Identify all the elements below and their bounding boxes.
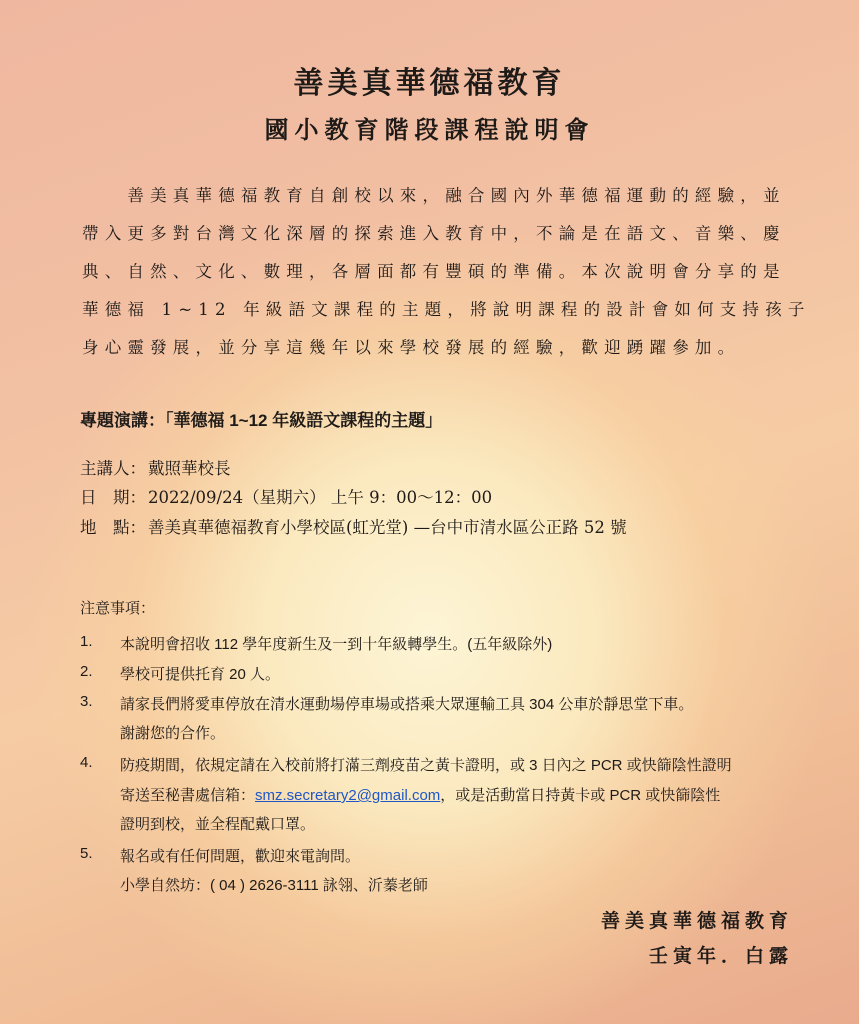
detail-location — [80, 514, 627, 538]
notice-text: 學校可提供托育 20 人。 — [120, 666, 281, 683]
detail-speaker — [80, 455, 231, 479]
intro-line: 善美真華德福教育自創校以來，融合國內外華德福運動的經驗，並 — [82, 186, 786, 205]
notice-text-line — [120, 784, 720, 805]
intro-line: 身心靈發展，並分享這幾年以來學校發展的經驗，歡迎踴躍參加。 — [82, 338, 741, 357]
notice-text: 防疫期間，依規定請在入校前將打滿三劑疫苗之黃卡證明，或 3 日內之 PCR 或快篩陰性證明 — [120, 757, 732, 774]
keynote-title: 「華德福 1~12 年級語文課程的主題」 — [165, 411, 443, 430]
notice-text: ，或是活動當日持黃卡或 PCR 或快篩陰性 — [440, 787, 721, 804]
detail-label: 主講人： — [80, 459, 146, 478]
notice-text: 謝謝您的合作。 — [120, 725, 226, 742]
intro-line: 帶入更多對台灣文化深層的探索進入教育中，不論是在語文、音樂、慶 — [82, 224, 786, 243]
detail-date — [80, 484, 492, 508]
notice-text: 寄送至秘書處信箱： — [120, 787, 256, 804]
detail-label: 日 期： — [80, 488, 146, 507]
notice-text: 證明到校，並全程配戴口罩。 — [120, 816, 316, 833]
detail-value: 善美真華德福教育小學校區(虹光堂) —台中市清水區公正路 52 號 — [148, 518, 627, 537]
notice-text: 小學自然坊：( 04 ) 2626-3111 詠翎、沂蓁老師 — [120, 877, 428, 894]
signature-date: 壬寅年．白露 — [648, 945, 793, 967]
page-subtitle: 國小教育階段課程說明會 — [264, 115, 595, 144]
keynote-heading — [80, 406, 442, 431]
page-title: 善美真華德福教育 — [293, 66, 566, 101]
notice-number: 3. — [80, 693, 93, 710]
notice-number: 2. — [80, 663, 93, 680]
notice-number: 5. — [80, 845, 93, 862]
notice-text: 本說明會招收 112 學年度新生及一到十年級轉學生。(五年級除外) — [120, 636, 553, 653]
detail-value: 戴照華校長 — [148, 459, 231, 478]
notice-number: 1. — [80, 633, 93, 650]
detail-value: 2022/09/24（星期六） 上午 9：00～12：00 — [148, 488, 493, 507]
signature-org: 善美真華德福教育 — [600, 910, 793, 932]
intro-line: 華德福 1~12 年級語文課程的主題，將說明課程的設計會如何支持孩子 — [82, 300, 811, 319]
keynote-label: 專題演講： — [80, 411, 165, 430]
notice-text: 請家長們將愛車停放在清水運動場停車場或搭乘大眾運輸工具 304 公車於靜思堂下車。 — [120, 696, 694, 713]
secretary-email-link[interactable]: smz.secretary2@gmail.com — [255, 787, 441, 804]
notice-number: 4. — [80, 754, 93, 771]
intro-line: 典、自然、文化、數理，各層面都有豐碩的準備。本次說明會分享的是 — [82, 262, 786, 281]
detail-label: 地 點： — [80, 518, 146, 537]
notice-heading: 注意事項： — [80, 600, 156, 617]
notice-text: 報名或有任何問題，歡迎來電詢問。 — [120, 848, 361, 865]
